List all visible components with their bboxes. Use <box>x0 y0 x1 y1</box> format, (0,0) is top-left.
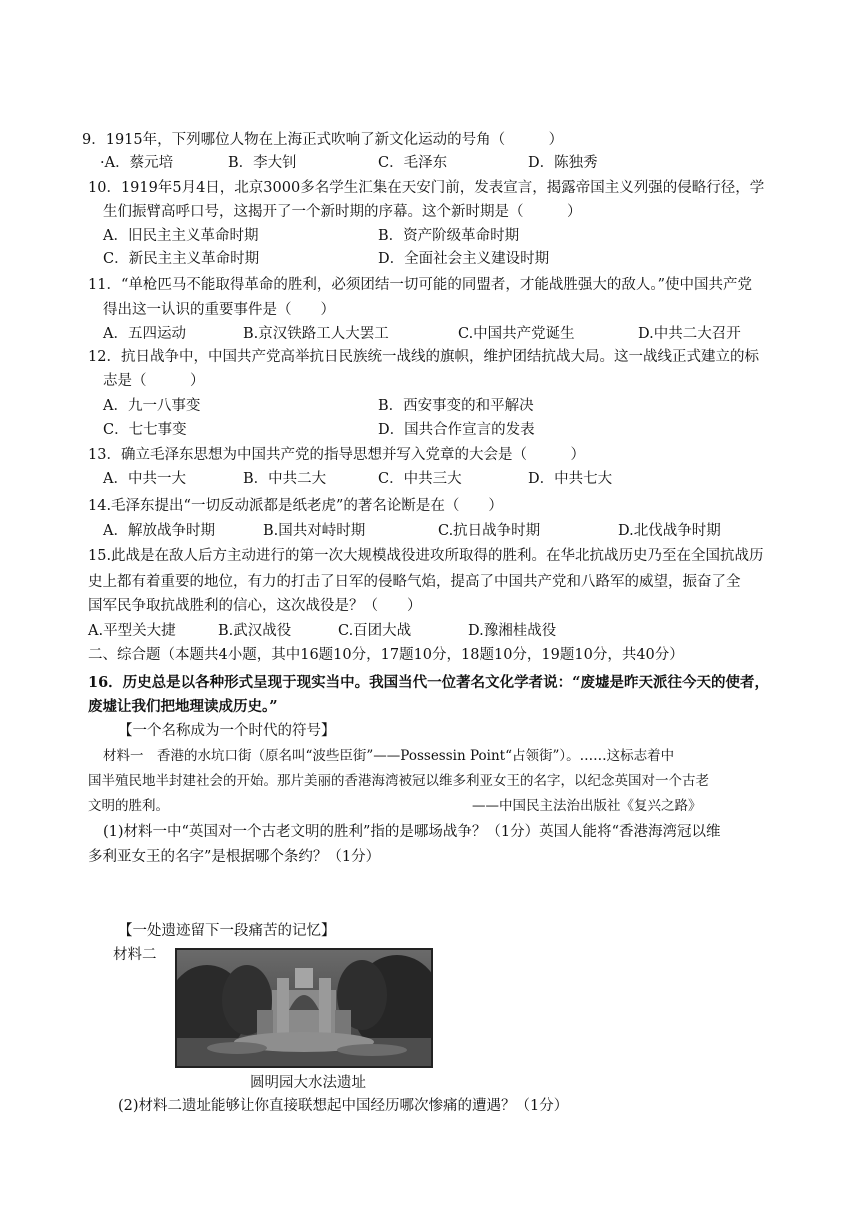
q11-option-b: B.京汉铁路工人大罢工 <box>243 326 389 342</box>
q9-option-b: B．李大钊 <box>228 155 297 171</box>
q11-stem-line2: 得出这一认识的重要事件是（ ） <box>103 302 335 318</box>
q10-option-d: D．全面社会主义建设时期 <box>378 251 550 267</box>
q14-option-d: D.北伐战争时期 <box>618 523 721 539</box>
q10-option-c: C．新民主主义革命时期 <box>103 251 260 267</box>
section-2-heading: 二、综合题（本题共4小题，其中16题10分，17题10分，18题10分，19题10分，共40分） <box>88 647 684 663</box>
q13-option-c: C．中共三大 <box>378 471 462 487</box>
q11-stem-line1: 11．“单枪匹马不能取得革命的胜利，必须团结一切可能的同盟者，才能战胜强大的敌人。”使中国共产党 <box>88 277 753 293</box>
q12-option-b: B．西安事变的和平解决 <box>378 398 534 414</box>
q16-part1-title: 【一个名称成为一个时代的符号】 <box>118 723 336 739</box>
q15-option-a: A.平型关大捷 <box>88 623 176 639</box>
q13-option-d: D．中共七大 <box>528 471 613 487</box>
q16-sub2: (2)材料二遗址能够让你直接联想起中国经历哪次惨痛的遭遇？（1分） <box>118 1098 569 1114</box>
q10-option-b: B．资产阶级革命时期 <box>378 228 520 244</box>
q15-option-d: D.豫湘桂战役 <box>468 623 557 639</box>
q9-option-a: ·A．蔡元培 <box>100 155 174 171</box>
q12-stem-line1: 12．抗日战争中，中国共产党高举抗日民族统一战线的旗帜，维护团结抗战大局。这一战线正式建立的标 <box>88 349 759 365</box>
q9-option-c: C．毛泽东 <box>378 155 448 171</box>
q15-stem-line3: 国军民争取抗战胜利的信心，这次战役是？（ ） <box>88 598 422 614</box>
q14-option-a: A．解放战争时期 <box>103 523 215 539</box>
q12-option-d: D．国共合作宣言的发表 <box>378 422 535 438</box>
material-1-line2: 国半殖民地半封建社会的开始。那片美丽的香港海湾被冠以维多利亚女王的名字，以纪念英国对一个古老 <box>88 773 709 789</box>
q16-intro-line2: 废墟让我们把地理读成历史。” <box>88 698 278 715</box>
q15-option-c: C.百团大战 <box>338 623 412 639</box>
q14-option-c: C.抗日战争时期 <box>438 523 541 539</box>
q16-sub1-line1: (1)材料一中“英国对一个古老文明的胜利”指的是哪场战争？（1分）英国人能将“香港海湾冠以维 <box>103 824 721 840</box>
q9-option-d: D．陈独秀 <box>528 155 598 171</box>
q11-option-d: D.中共二大召开 <box>638 326 741 342</box>
q12-option-a: A．九一八事变 <box>103 398 201 414</box>
q11-option-a: A．五四运动 <box>103 326 186 342</box>
q10-stem-line1: 10．1919年5月4日，北京3000多名学生汇集在天安门前，发表宣言，揭露帝国主义列强的侵略行径，学 <box>88 180 765 196</box>
q16-sub1-line2: 多利亚女王的名字”是根据哪个条约？（1分） <box>88 849 381 865</box>
q9-stem: 9．1915年，下列哪位人物在上海正式吹响了新文化运动的号角（ ） <box>82 132 564 148</box>
q12-stem-line2: 志是（ ） <box>103 373 205 389</box>
q13-option-b: B．中共二大 <box>243 471 327 487</box>
q12-option-c: C．七七事变 <box>103 422 187 438</box>
q15-stem-line1: 15.此战是在敌人后方主动进行的第一次大规模战役进攻所取得的胜利。在华北抗战历史乃至在全国抗战历 <box>88 548 764 564</box>
material-2-label: 材料二 <box>113 947 157 963</box>
material-1-source: ——中国民主法治出版社《复兴之路》 <box>472 798 702 814</box>
yuanmingyuan-ruins-photo <box>175 948 433 1068</box>
q10-option-a: A．旧民主主义革命时期 <box>103 228 259 244</box>
q14-stem: 14.毛泽东提出“一切反动派都是纸老虎”的著名论断是在（ ） <box>88 498 503 514</box>
q14-option-b: B.国共对峙时期 <box>263 523 366 539</box>
q16-part2-title: 【一处遗迹留下一段痛苦的记忆】 <box>118 923 336 939</box>
q15-stem-line2: 史上都有着重要的地位，有力的打击了日军的侵略气焰，提高了中国共产党和八路军的威望，振奋了全 <box>88 574 741 590</box>
material-2-caption: 圆明园大水法遗址 <box>250 1075 366 1091</box>
q16-intro-line1: 16．历史总是以各种形式呈现于现实当中。我国当代一位著名文化学者说：“废墟是昨天派往今天的使者， <box>88 674 770 691</box>
q15-option-b: B.武汉战役 <box>218 623 292 639</box>
material-1-line3: 文明的胜利。 <box>88 798 169 814</box>
material-1-line1: 材料一 香港的水坑口街（原名叫“波些臣街”——Possessin Point“占领街”）。……这标志着中 <box>103 748 675 764</box>
q10-stem-line2: 生们振臂高呼口号，这揭开了一个新时期的序幕。这个新时期是（ ） <box>103 204 582 220</box>
q13-stem: 13．确立毛泽东思想为中国共产党的指导思想并写入党章的大会是（ ） <box>88 447 585 463</box>
q13-option-a: A．中共一大 <box>103 471 186 487</box>
q11-option-c: C.中国共产党诞生 <box>458 326 575 342</box>
